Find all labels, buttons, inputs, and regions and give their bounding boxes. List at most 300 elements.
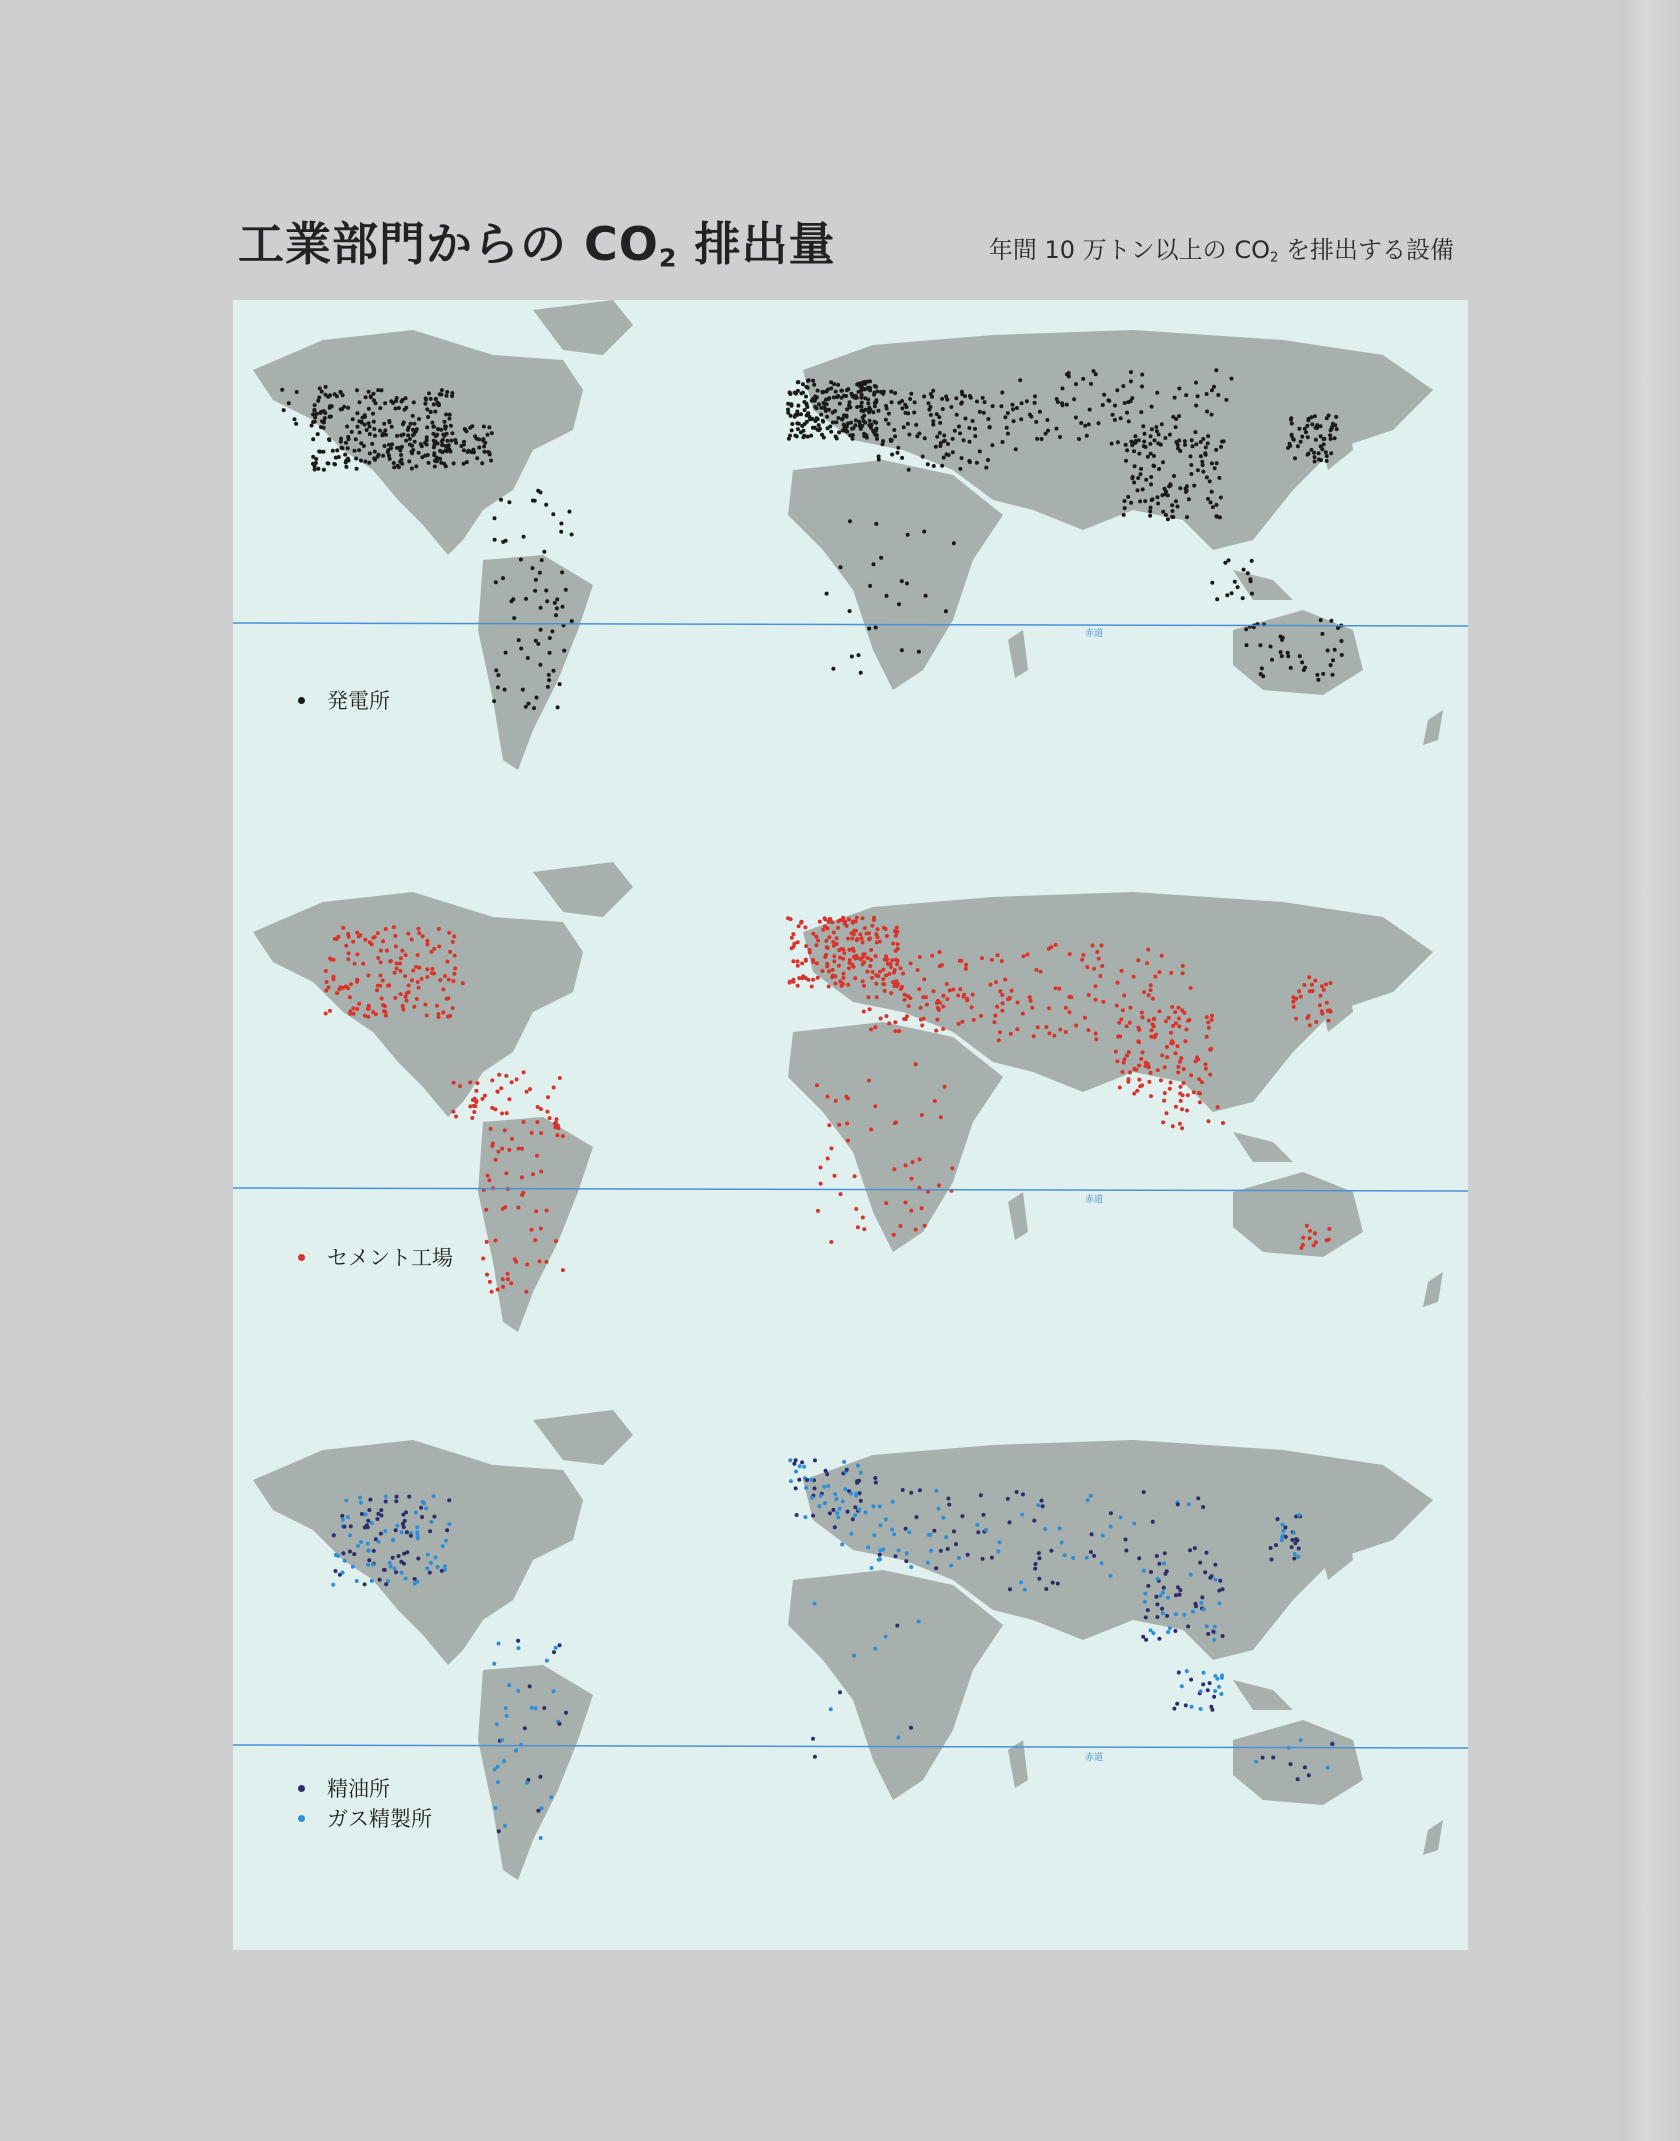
facility-dot: [869, 958, 873, 962]
facility-dot: [472, 1104, 476, 1108]
facility-dot: [1152, 1024, 1156, 1028]
facility-dot: [789, 402, 793, 406]
facility-dot: [503, 1824, 507, 1828]
facility-dot: [1329, 663, 1333, 667]
facility-dot: [363, 413, 367, 417]
facility-dot: [1189, 1678, 1193, 1682]
facility-dot: [874, 421, 878, 425]
facility-dot: [1124, 1549, 1128, 1553]
facility-dot: [1329, 619, 1333, 623]
facility-dot: [1032, 1519, 1036, 1523]
facility-dot: [369, 394, 373, 398]
facility-dot: [312, 409, 316, 413]
facility-dot: [1214, 514, 1218, 518]
facility-dot: [1091, 944, 1095, 948]
facility-dot: [1149, 1035, 1153, 1039]
facility-dot: [391, 401, 395, 405]
facility-dot: [849, 421, 853, 425]
land-shape: [253, 330, 583, 555]
facility-dot: [825, 415, 829, 419]
facility-dot: [1182, 1081, 1186, 1085]
facility-dot: [367, 1508, 371, 1512]
facility-dot: [343, 453, 347, 457]
facility-dot: [894, 979, 898, 983]
facility-dot: [924, 594, 928, 598]
facility-dot: [507, 1148, 511, 1152]
facility-dot: [1218, 1579, 1222, 1583]
facility-dot: [1328, 1008, 1332, 1012]
facility-dot: [906, 533, 910, 537]
facility-dot: [1204, 453, 1208, 457]
facility-dot: [311, 420, 315, 424]
facility-dot: [1329, 451, 1333, 455]
facility-dot: [533, 1238, 537, 1242]
facility-dot: [960, 1514, 964, 1518]
facility-dot: [1219, 1692, 1223, 1696]
facility-dot: [509, 1281, 513, 1285]
facility-dot: [890, 438, 894, 442]
facility-dot: [497, 1829, 501, 1833]
facility-dot: [825, 1472, 829, 1476]
facility-dot: [1313, 414, 1317, 418]
facility-dot: [1094, 1037, 1098, 1041]
facility-dot: [999, 404, 1003, 408]
facility-dot: [826, 388, 830, 392]
facility-dot: [366, 1015, 370, 1019]
facility-dot: [1183, 443, 1187, 447]
facility-dot: [946, 1547, 950, 1551]
facility-dot: [907, 468, 911, 472]
facility-dot: [1153, 438, 1157, 442]
facility-dot: [975, 1523, 979, 1527]
facility-dot: [522, 535, 526, 539]
facility-dot: [1068, 952, 1072, 956]
facility-dot: [838, 1507, 842, 1511]
facility-dot: [901, 1488, 905, 1492]
facility-dot: [992, 1020, 996, 1024]
facility-dot: [384, 1582, 388, 1586]
facility-dot: [836, 383, 840, 387]
facility-dot: [1037, 1551, 1041, 1555]
facility-dot: [1178, 486, 1182, 490]
facility-dot: [1085, 434, 1089, 438]
facility-dot: [331, 977, 335, 981]
facility-dot: [371, 1563, 375, 1567]
facility-dot: [839, 565, 843, 569]
facility-dot: [519, 558, 523, 562]
facility-dot: [317, 396, 321, 400]
facility-dot: [287, 401, 291, 405]
facility-dot: [1201, 437, 1205, 441]
facility-dot: [373, 935, 377, 939]
facility-dot: [1212, 1638, 1216, 1642]
facility-dot: [845, 1468, 849, 1472]
facility-dot: [1184, 393, 1188, 397]
facility-dot: [883, 989, 887, 993]
facility-dot: [1149, 434, 1153, 438]
facility-dot: [855, 405, 859, 409]
facility-dot: [846, 1510, 850, 1514]
facility-dot: [861, 940, 865, 944]
facility-dot: [990, 958, 994, 962]
facility-dot: [454, 1115, 458, 1119]
facility-dot: [429, 410, 433, 414]
facility-dot: [425, 438, 429, 442]
facility-dot: [1294, 997, 1298, 1001]
facility-dot: [1331, 422, 1335, 426]
facility-dot: [1316, 678, 1320, 682]
facility-dot: [1289, 1762, 1293, 1766]
facility-dot: [969, 396, 973, 400]
facility-dot: [444, 425, 448, 429]
facility-dot: [345, 425, 349, 429]
facility-dot: [1208, 1576, 1212, 1580]
facility-dot: [997, 1038, 1001, 1042]
facility-dot: [988, 425, 992, 429]
facility-dot: [930, 395, 934, 399]
facility-dot: [945, 452, 949, 456]
facility-dot: [897, 401, 901, 405]
facility-dot: [1205, 1015, 1209, 1019]
facility-dot: [878, 1504, 882, 1508]
facility-dot: [367, 1004, 371, 1008]
facility-dot: [832, 944, 836, 948]
facility-dot: [906, 422, 910, 426]
facility-dot: [829, 1240, 833, 1244]
facility-dot: [881, 442, 885, 446]
facility-dot: [941, 1516, 945, 1520]
facility-dot: [1219, 445, 1223, 449]
facility-dot: [536, 1809, 540, 1813]
facility-dot: [867, 937, 871, 941]
facility-dot: [795, 1513, 799, 1517]
facility-dot: [891, 1500, 895, 1504]
facility-dot: [395, 1524, 399, 1528]
facility-dot: [1155, 391, 1159, 395]
facility-dot: [493, 1107, 497, 1111]
facility-dot: [521, 688, 525, 692]
facility-dot: [891, 942, 895, 946]
facility-dot: [820, 390, 824, 394]
facility-dot: [310, 424, 314, 428]
facility-dot: [867, 627, 871, 631]
facility-dot: [341, 1551, 345, 1555]
facility-dot: [863, 926, 867, 930]
facility-dot: [485, 1240, 489, 1244]
facility-dot: [856, 1225, 860, 1229]
facility-dot: [1056, 1582, 1060, 1586]
facility-dot: [490, 1290, 494, 1294]
facility-dot: [1319, 434, 1323, 438]
facility-dot: [429, 1561, 433, 1565]
facility-dot: [904, 411, 908, 415]
facility-dot: [549, 1795, 553, 1799]
facility-dot: [392, 461, 396, 465]
facility-dot: [1092, 1554, 1096, 1558]
facility-dot: [828, 425, 832, 429]
facility-dot: [322, 468, 326, 472]
facility-dot: [401, 1004, 405, 1008]
facility-dot: [800, 961, 804, 965]
facility-dot: [1320, 1009, 1324, 1013]
facility-dot: [984, 1528, 988, 1532]
facility-dot: [1333, 436, 1337, 440]
facility-dot: [382, 422, 386, 426]
facility-dot: [1212, 385, 1216, 389]
facility-dot: [384, 1500, 388, 1504]
facility-dot: [415, 1525, 419, 1529]
facility-dot: [497, 1073, 501, 1077]
facility-dot: [1210, 581, 1214, 585]
facility-dot: [1160, 493, 1164, 497]
facility-dot: [863, 396, 867, 400]
facility-dot: [922, 395, 926, 399]
facility-dot: [862, 414, 866, 418]
facility-dot: [1214, 448, 1218, 452]
facility-dot: [1172, 474, 1176, 478]
facility-dot: [538, 1259, 542, 1263]
facility-dot: [370, 442, 374, 446]
facility-dot: [1064, 1030, 1068, 1034]
facility-dot: [404, 439, 408, 443]
facility-dot: [530, 1228, 534, 1232]
facility-dot: [900, 985, 904, 989]
facility-dot: [1165, 1055, 1169, 1059]
land-shape: [788, 460, 1003, 690]
facility-dot: [831, 940, 835, 944]
facility-dot: [895, 926, 899, 930]
facility-dot: [407, 1495, 411, 1499]
facility-dot: [1156, 502, 1160, 506]
facility-dot: [1291, 1000, 1295, 1004]
facility-dot: [331, 449, 335, 453]
facility-dot: [329, 958, 333, 962]
facility-dot: [532, 706, 536, 710]
facility-dot: [376, 1512, 380, 1516]
facility-dot: [1177, 414, 1181, 418]
facility-dot: [1101, 403, 1105, 407]
facility-dot: [865, 970, 869, 974]
facility-dot: [554, 1121, 558, 1125]
facility-dot: [524, 705, 528, 709]
facility-dot: [1308, 1236, 1312, 1240]
facility-dot: [798, 1464, 802, 1468]
facility-dot: [1109, 1511, 1113, 1515]
facility-dot: [1270, 1558, 1274, 1562]
facility-dot: [1271, 1756, 1275, 1760]
facility-dot: [791, 959, 795, 963]
facility-dot: [1315, 673, 1319, 677]
facility-dot: [436, 403, 440, 407]
facility-dot: [811, 960, 815, 964]
facility-dot: [1213, 1689, 1217, 1693]
facility-dot: [1171, 1124, 1175, 1128]
facility-dot: [468, 1080, 472, 1084]
land-shape: [1008, 630, 1028, 678]
facility-dot: [322, 426, 326, 430]
facility-dot: [855, 938, 859, 942]
facility-dot: [1137, 1040, 1141, 1044]
facility-dot: [1233, 580, 1237, 584]
facility-dot: [808, 415, 812, 419]
facility-dot: [436, 442, 440, 446]
facility-dot: [1178, 1122, 1182, 1126]
facility-dot: [366, 1519, 370, 1523]
facility-dot: [788, 981, 792, 985]
facility-dot: [408, 437, 412, 441]
facility-dot: [346, 957, 350, 961]
facility-dot: [923, 1224, 927, 1228]
facility-dot: [1321, 672, 1325, 676]
facility-dot: [539, 1107, 543, 1111]
facility-dot: [399, 433, 403, 437]
facility-dot: [811, 978, 815, 982]
facility-dot: [1153, 975, 1157, 979]
facility-dot: [851, 437, 855, 441]
facility-dot: [1143, 499, 1147, 503]
facility-dot: [870, 924, 874, 928]
facility-dot: [327, 986, 331, 990]
facility-dot: [1132, 449, 1136, 453]
facility-dot: [370, 1521, 374, 1525]
facility-dot: [1206, 434, 1210, 438]
facility-dot: [332, 1533, 336, 1537]
facility-dot: [1149, 506, 1153, 510]
facility-dot: [929, 1549, 933, 1553]
facility-dot: [895, 1624, 899, 1628]
facility-dot: [791, 978, 795, 982]
facility-dot: [379, 974, 383, 978]
facility-dot: [794, 413, 798, 417]
facility-dot: [558, 682, 562, 686]
facility-dot: [956, 994, 960, 998]
facility-dot: [1170, 1005, 1174, 1009]
facility-dot: [937, 1507, 941, 1511]
facility-dot: [850, 655, 854, 659]
facility-dot: [1181, 971, 1185, 975]
facility-dot: [1129, 399, 1133, 403]
facility-dot: [1250, 559, 1254, 563]
facility-dot: [1132, 481, 1136, 485]
facility-dot: [468, 426, 472, 430]
facility-dot: [1120, 969, 1124, 973]
facility-dot: [1319, 618, 1323, 622]
facility-dot: [896, 947, 900, 951]
facility-dot: [372, 427, 376, 431]
facility-dot: [845, 924, 849, 928]
facility-dot: [372, 398, 376, 402]
facility-dot: [539, 490, 543, 494]
facility-dot: [935, 435, 939, 439]
facility-dot: [965, 997, 969, 1001]
facility-dot: [996, 953, 1000, 957]
facility-dot: [909, 1726, 913, 1730]
facility-dot: [1194, 442, 1198, 446]
facility-dot: [1296, 1777, 1300, 1781]
facility-dot: [960, 390, 964, 394]
facility-dot: [1244, 627, 1248, 631]
facility-dot: [357, 1002, 361, 1006]
facility-dot: [1138, 1084, 1142, 1088]
facility-dot: [866, 1545, 870, 1549]
facility-dot: [869, 948, 873, 952]
facility-dot: [790, 428, 794, 432]
land-shape: [788, 1022, 1003, 1252]
facility-dot: [1207, 1026, 1211, 1030]
facility-dot: [851, 1517, 855, 1521]
facility-dot: [420, 1515, 424, 1519]
facility-dot: [1317, 451, 1321, 455]
facility-dot: [489, 459, 493, 463]
land-shape: [1233, 1172, 1363, 1257]
facility-dot: [802, 1465, 806, 1469]
facility-dot: [836, 926, 840, 930]
facility-dot: [1198, 1561, 1202, 1565]
facility-dot: [1005, 426, 1009, 430]
facility-dot: [814, 943, 818, 947]
equator-label: 赤道: [1085, 1195, 1104, 1205]
facility-dot: [490, 431, 494, 435]
facility-dot: [1213, 1578, 1217, 1582]
facility-dot: [835, 395, 839, 399]
facility-dot: [1137, 1064, 1141, 1068]
facility-dot: [907, 1530, 911, 1534]
facility-dot: [941, 407, 945, 411]
facility-dot: [387, 983, 391, 987]
facility-dot: [1210, 1018, 1214, 1022]
facility-dot: [539, 1836, 543, 1840]
facility-dot: [1149, 1570, 1153, 1574]
facility-dot: [1146, 1062, 1150, 1066]
facility-dot: [1126, 1080, 1130, 1084]
facility-dot: [405, 1550, 409, 1554]
facility-dot: [918, 1157, 922, 1161]
facility-dot: [492, 1662, 496, 1666]
facility-dot: [841, 429, 845, 433]
facility-dot: [496, 1150, 500, 1154]
facility-dot: [347, 951, 351, 955]
facility-dot: [488, 453, 492, 457]
facility-dot: [344, 465, 348, 469]
facility-dot: [395, 434, 399, 438]
facility-dot: [416, 927, 420, 931]
facility-dot: [804, 385, 808, 389]
facility-dot: [868, 584, 872, 588]
facility-dot: [1297, 989, 1301, 993]
facility-dot: [1207, 1119, 1211, 1123]
facility-dot: [1055, 427, 1059, 431]
facility-dot: [440, 443, 444, 447]
facility-dot: [401, 1522, 405, 1526]
facility-dot: [1220, 1676, 1224, 1680]
facility-dot: [942, 434, 946, 438]
facility-dot: [885, 958, 889, 962]
facility-dot: [570, 533, 574, 537]
facility-dot: [381, 979, 385, 983]
facility-dot: [819, 406, 823, 410]
facility-dot: [1210, 490, 1214, 494]
facility-dot: [1014, 447, 1018, 451]
facility-dot: [538, 571, 542, 575]
facility-dot: [1128, 1006, 1132, 1010]
facility-dot: [786, 916, 790, 920]
facility-dot: [434, 1555, 438, 1559]
facility-dot: [553, 601, 557, 605]
facility-dot: [1163, 436, 1167, 440]
facility-dot: [838, 402, 842, 406]
subtitle-sub: 2: [1269, 250, 1279, 266]
facility-dot: [368, 425, 372, 429]
